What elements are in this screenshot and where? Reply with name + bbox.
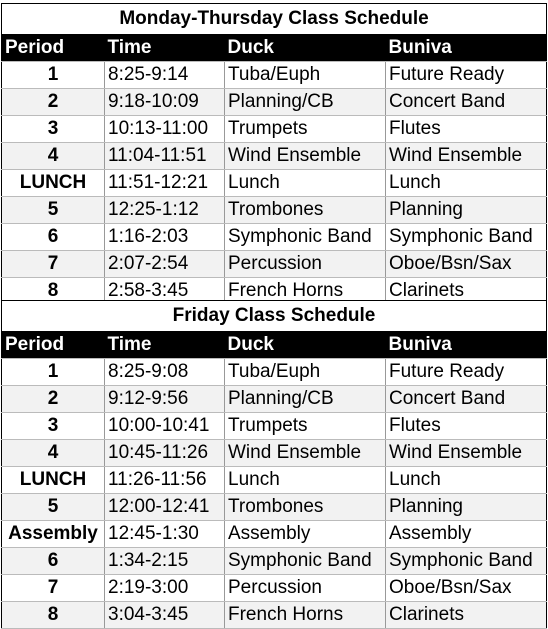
table-row [2, 467, 547, 494]
duck-cell: French Horns [225, 602, 386, 629]
buniva-cell: Symphonic Band [386, 224, 547, 251]
table-row [2, 197, 547, 224]
buniva-cell: Concert Band [386, 89, 547, 116]
buniva-cell: Planning [386, 197, 547, 224]
duck-cell: Tuba/Euph [225, 62, 386, 89]
buniva-cell: Lunch [386, 170, 547, 197]
time-cell: 9:18-10:09 [105, 89, 225, 116]
table-row [2, 548, 547, 575]
time-cell: 10:00-10:41 [105, 413, 225, 440]
time-cell: 10:13-11:00 [105, 116, 225, 143]
duck-cell: French Horns [225, 278, 386, 305]
period-cell: 3 [2, 413, 105, 440]
duck-cell: Trombones [225, 494, 386, 521]
table-row [2, 89, 547, 116]
duck-cell: Planning/CB [225, 386, 386, 413]
buniva-cell: Oboe/Bsn/Sax [386, 251, 547, 278]
buniva-cell: Symphonic Band [386, 548, 547, 575]
buniva-cell: Concert Band [386, 386, 547, 413]
column-header-period: Period [2, 332, 105, 359]
time-cell: 1:16-2:03 [105, 224, 225, 251]
table-row [2, 62, 547, 89]
table-row [2, 386, 547, 413]
period-cell: 2 [2, 89, 105, 116]
column-header-time: Time [105, 332, 225, 359]
column-header-duck: Duck [225, 35, 386, 62]
buniva-cell: Oboe/Bsn/Sax [386, 575, 547, 602]
period-cell: 6 [2, 224, 105, 251]
period-cell: 4 [2, 440, 105, 467]
table-row [2, 359, 547, 386]
time-cell: 1:34-2:15 [105, 548, 225, 575]
column-header-buniva: Buniva [386, 35, 547, 62]
period-cell: 1 [2, 62, 105, 89]
table-row [2, 224, 547, 251]
period-cell: 1 [2, 359, 105, 386]
time-cell: 12:25-1:12 [105, 197, 225, 224]
time-cell: 11:04-11:51 [105, 143, 225, 170]
table-row [2, 602, 547, 629]
duck-cell: Trumpets [225, 413, 386, 440]
buniva-cell: Wind Ensemble [386, 440, 547, 467]
buniva-cell: Clarinets [386, 602, 547, 629]
time-cell: 3:04-3:45 [105, 602, 225, 629]
table-row [2, 521, 547, 548]
duck-cell: Wind Ensemble [225, 440, 386, 467]
table-row [2, 143, 547, 170]
table-row [2, 251, 547, 278]
period-cell: 7 [2, 251, 105, 278]
mon-thu-schedule-table [1, 3, 547, 305]
period-cell: 2 [2, 386, 105, 413]
duck-cell: Wind Ensemble [225, 143, 386, 170]
table-row [2, 440, 547, 467]
column-header-buniva: Buniva [386, 332, 547, 359]
duck-cell: Percussion [225, 251, 386, 278]
column-header-duck: Duck [225, 332, 386, 359]
time-cell: 11:26-11:56 [105, 467, 225, 494]
period-cell: Assembly [2, 521, 105, 548]
duck-cell: Trumpets [225, 116, 386, 143]
buniva-cell: Future Ready [386, 359, 547, 386]
buniva-cell: Assembly [386, 521, 547, 548]
column-header-period: Period [2, 35, 105, 62]
duck-cell: Lunch [225, 170, 386, 197]
friday-schedule-table [1, 300, 547, 629]
duck-cell: Symphonic Band [225, 548, 386, 575]
period-cell: LUNCH [2, 170, 105, 197]
buniva-cell: Lunch [386, 467, 547, 494]
buniva-cell: Clarinets [386, 278, 547, 305]
duck-cell: Assembly [225, 521, 386, 548]
period-cell: 8 [2, 278, 105, 305]
time-cell: 8:25-9:08 [105, 359, 225, 386]
column-header-time: Time [105, 35, 225, 62]
duck-cell: Lunch [225, 467, 386, 494]
buniva-cell: Planning [386, 494, 547, 521]
period-cell: 6 [2, 548, 105, 575]
period-cell: LUNCH [2, 467, 105, 494]
time-cell: 2:07-2:54 [105, 251, 225, 278]
duck-cell: Percussion [225, 575, 386, 602]
time-cell: 9:12-9:56 [105, 386, 225, 413]
table-row [2, 413, 547, 440]
buniva-cell: Wind Ensemble [386, 143, 547, 170]
time-cell: 10:45-11:26 [105, 440, 225, 467]
buniva-cell: Flutes [386, 413, 547, 440]
buniva-cell: Future Ready [386, 62, 547, 89]
duck-cell: Trombones [225, 197, 386, 224]
table-title: Friday Class Schedule [2, 301, 547, 332]
buniva-cell: Flutes [386, 116, 547, 143]
table-title: Monday-Thursday Class Schedule [2, 4, 547, 35]
table-row [2, 575, 547, 602]
time-cell: 2:58-3:45 [105, 278, 225, 305]
time-cell: 12:00-12:41 [105, 494, 225, 521]
time-cell: 8:25-9:14 [105, 62, 225, 89]
duck-cell: Tuba/Euph [225, 359, 386, 386]
table-row [2, 116, 547, 143]
duck-cell: Symphonic Band [225, 224, 386, 251]
period-cell: 5 [2, 197, 105, 224]
time-cell: 11:51-12:21 [105, 170, 225, 197]
period-cell: 3 [2, 116, 105, 143]
period-cell: 4 [2, 143, 105, 170]
duck-cell: Planning/CB [225, 89, 386, 116]
time-cell: 12:45-1:30 [105, 521, 225, 548]
period-cell: 8 [2, 602, 105, 629]
time-cell: 2:19-3:00 [105, 575, 225, 602]
period-cell: 7 [2, 575, 105, 602]
period-cell: 5 [2, 494, 105, 521]
table-row [2, 170, 547, 197]
table-row [2, 494, 547, 521]
